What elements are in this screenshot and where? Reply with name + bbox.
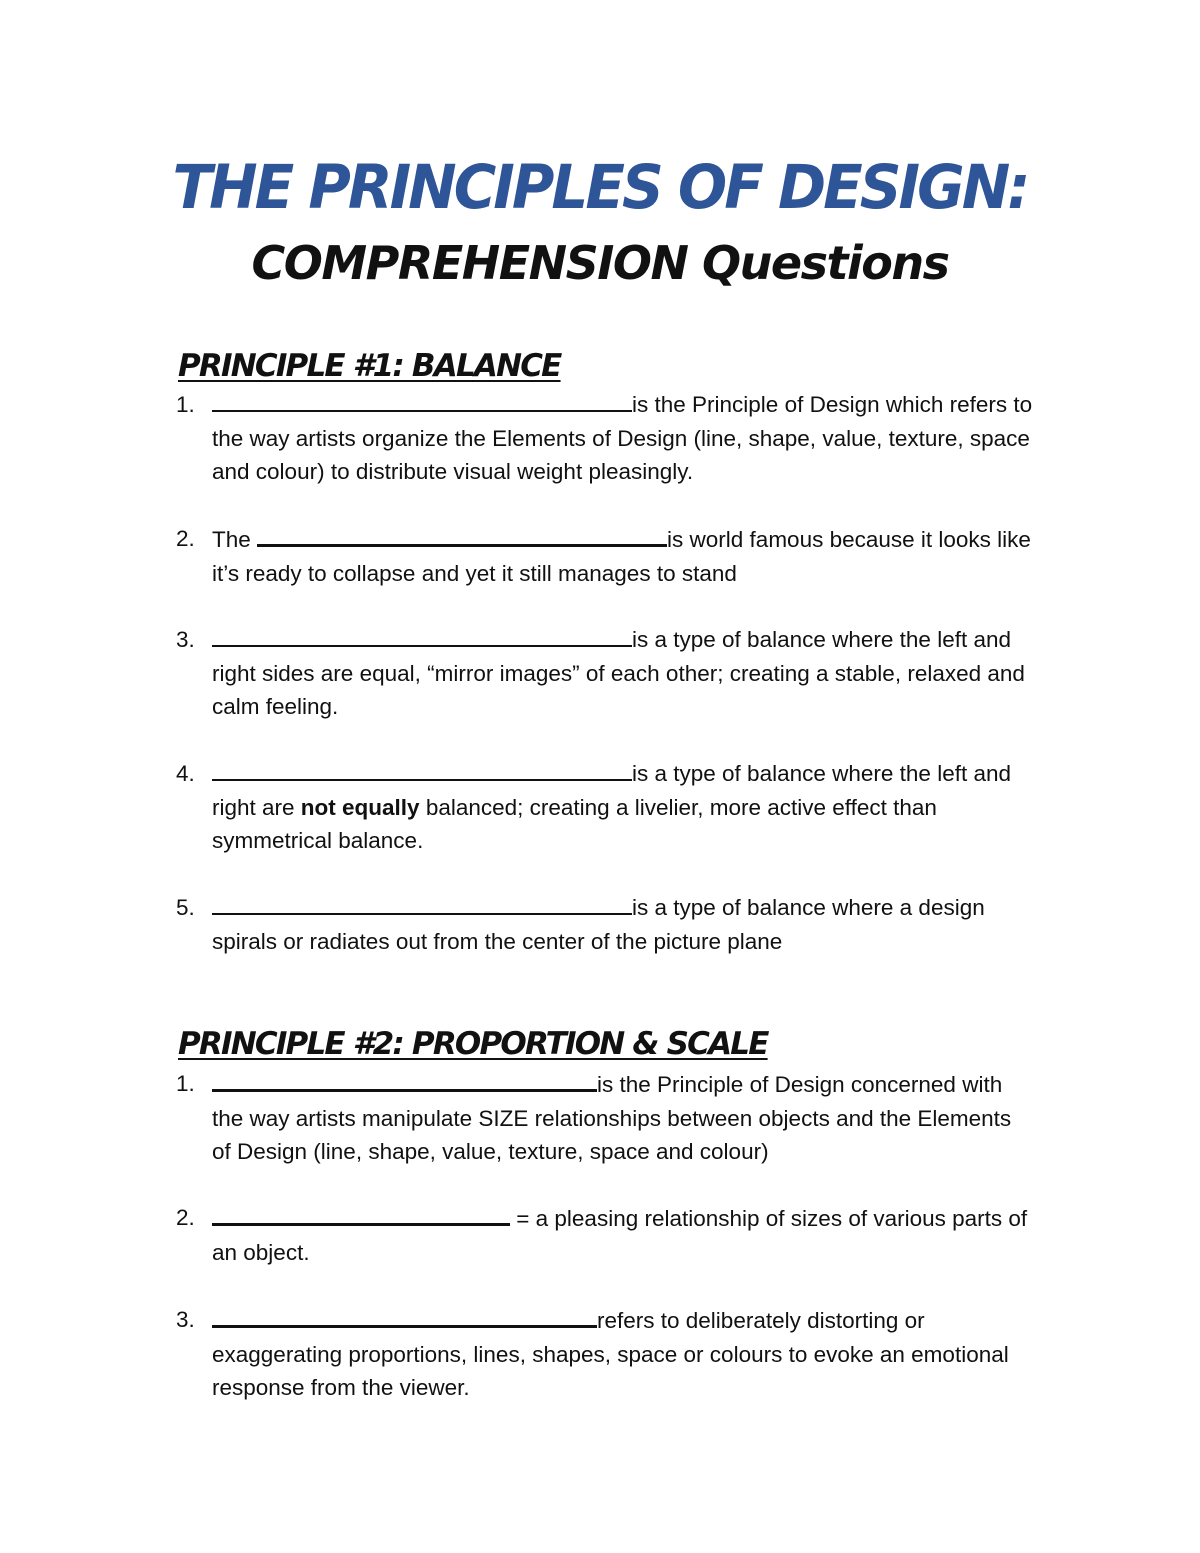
question-balance-2 [176, 522, 1036, 590]
question-text: is the Principle of Design concerned with the way artists manipulate SIZE relationships between objects and the Elements of Design (line, shape, value, texture, space and colour) [212, 1072, 1012, 1164]
question-text: is a type of balance where the left and right sides are equal, “mirror images” of each other; creating a stable, relaxed and calm feeling. [212, 627, 1025, 719]
question-text: is a type of balance where the left and right are [212, 761, 1011, 820]
question-text-prefix: The [212, 527, 258, 552]
question-balance-4 [176, 757, 1036, 858]
answer-blank[interactable] [212, 388, 632, 412]
answer-blank[interactable] [212, 1201, 510, 1226]
question-balance-5 [176, 891, 1036, 958]
question-text: is the Principle of Design which refers to the way artists organize the Elements of Design (line, shape, value, texture, space and colour) to distribute visual weight pleasingly. [212, 392, 1033, 484]
question-proportion-1 [176, 1067, 1036, 1169]
page-subtitle: COMPREHENSION Questions [251, 236, 949, 290]
answer-blank[interactable] [212, 623, 632, 647]
question-text-bold: not equally [300, 794, 420, 820]
question-number: 1. [176, 1071, 195, 1096]
question-number: 3. [176, 1307, 195, 1332]
question-text: is a type of balance where a design spirals or radiates out from the center of the picture plane [212, 895, 985, 954]
question-balance-1 [176, 388, 1036, 489]
question-text: balanced; creating a livelier, more active effect than symmetrical balance. [212, 794, 937, 853]
question-number: 2. [176, 1205, 195, 1230]
question-proportion-3 [176, 1303, 1036, 1405]
answer-blank[interactable] [212, 1303, 597, 1328]
question-text: = a pleasing relationship of sizes of various parts of an object. [212, 1206, 1028, 1265]
question-balance-3 [176, 623, 1036, 724]
question-number: 1. [176, 392, 195, 417]
question-number: 2. [176, 526, 195, 551]
answer-blank[interactable] [212, 891, 632, 915]
section-heading-proportion-scale: PRINCIPLE #2: PROPORTION & SCALE [178, 1026, 768, 1062]
question-proportion-2 [176, 1201, 1036, 1269]
question-text: refers to deliberately distorting or exaggerating proportions, lines, shapes, space or colours to evoke an emotional response from the viewer. [212, 1308, 1009, 1400]
answer-blank[interactable] [212, 1067, 597, 1092]
question-number: 4. [176, 761, 195, 786]
answer-blank[interactable] [257, 522, 667, 547]
answer-blank[interactable] [212, 757, 632, 781]
question-number: 5. [176, 895, 195, 920]
page-title: THE PRINCIPLES OF DESIGN: [172, 151, 1028, 223]
section-heading-balance: PRINCIPLE #1: BALANCE [178, 348, 561, 384]
question-text: is world famous because it looks like it’s ready to collapse and yet it still manages to stand [212, 527, 1031, 586]
question-number: 3. [176, 627, 195, 652]
